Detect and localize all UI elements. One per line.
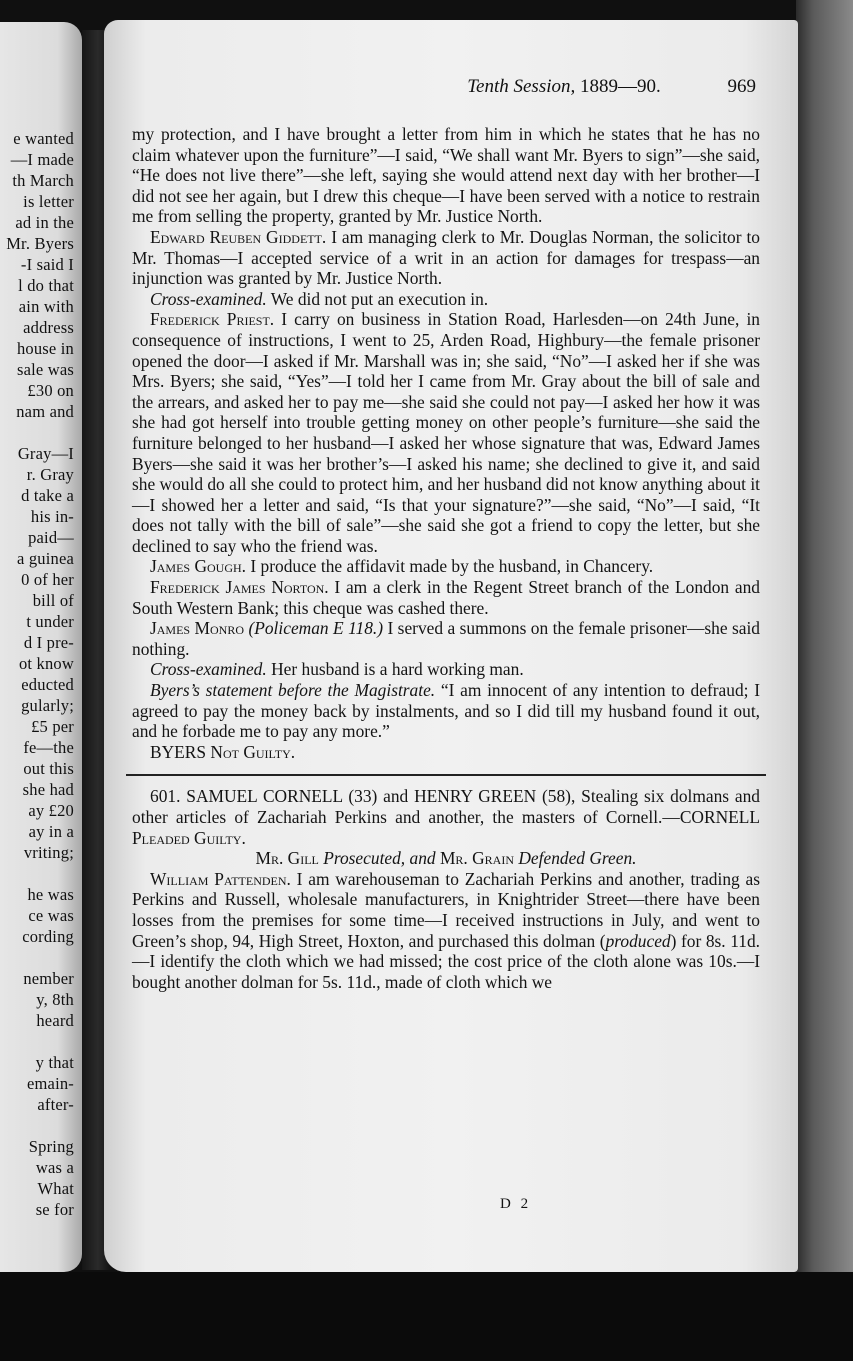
- left-page-line: y, 8th: [36, 990, 74, 1009]
- left-page-line: after-: [37, 1095, 74, 1114]
- left-page-line: ad in the: [15, 213, 74, 232]
- left-page-line: he was: [27, 885, 74, 904]
- cross-examined-label: Cross-examined.: [150, 659, 267, 680]
- left-page-line: nam and: [16, 402, 74, 421]
- left-page-line: 0 of her: [21, 570, 74, 589]
- counsel-defence: Mr. Grain: [439, 848, 515, 869]
- left-page-line: ce was: [28, 906, 74, 925]
- paragraph: [132, 659, 760, 680]
- left-page-line: [6, 947, 74, 968]
- left-page-line: fe—the: [23, 738, 74, 757]
- left-page-line: house in: [16, 339, 74, 358]
- counsel-line: [132, 848, 760, 869]
- witness-name: William Pattenden.: [150, 868, 291, 889]
- left-page-line: r. Gray: [26, 465, 74, 484]
- left-page-line: a guinea: [16, 549, 74, 568]
- scan-bottom-border: [0, 1272, 853, 1361]
- paragraph: [132, 289, 760, 310]
- left-page-line: se for: [35, 1200, 74, 1219]
- left-page-line: d I pre-: [23, 633, 74, 652]
- counsel-prosecution-role: Prosecuted, and: [318, 848, 440, 869]
- left-page-line: educted: [21, 675, 74, 694]
- right-page: [104, 20, 798, 1272]
- running-head: [354, 76, 774, 98]
- left-page-line: she had: [22, 780, 74, 799]
- left-page-line: heard: [36, 1011, 74, 1030]
- paragraph-text: I produce the affidavit made by the husband, in Chancery.: [246, 556, 654, 577]
- verdict: [132, 742, 760, 763]
- paragraph-text: I am a clerk in the Regent Street branch of the London and South Western Bank; this cheque was cashed there.: [132, 577, 760, 618]
- left-page-line: his in-: [30, 507, 74, 526]
- left-page-line: paid—: [28, 528, 74, 547]
- paragraph-text: I served a summons on the female prisoner—she said nothing.: [132, 618, 761, 659]
- left-page-lines: [6, 128, 74, 1220]
- counsel-prosecution: Mr. Gill: [255, 848, 319, 869]
- left-page-line: £5 per: [31, 717, 74, 736]
- left-page-line: Gray—I: [17, 444, 74, 463]
- left-page-line: y that: [35, 1053, 74, 1072]
- paragraph-text: “I am innocent of any intention to defraud; I agreed to pay the money back by instalments, and so I did till my husband found it out, and he forbade me to pay any more.”: [132, 680, 760, 742]
- counsel-defence-role: Defended Green.: [514, 848, 637, 869]
- paragraph: [132, 309, 760, 556]
- left-page-fragment: [0, 22, 82, 1272]
- paragraph: [132, 556, 760, 577]
- paragraph-text: I am warehouseman to Zachariah Perkins and another, trading as Perkins and Russell, wholesale manufacturers, in Knightrider Street—there have been losses from the premises for some time—I received instructions in July, and went to Green’s shop, 94, High Street, Hoxton, and purchased this dolman (: [132, 868, 760, 951]
- left-page-line: What: [37, 1179, 74, 1198]
- verdict-name: BYERS: [150, 741, 207, 762]
- paragraph: [132, 227, 760, 289]
- left-page-line: £30 on: [27, 381, 74, 400]
- case-plea-name: CORNELL: [679, 807, 760, 827]
- left-page-line: ot know: [18, 654, 74, 673]
- paragraph: [132, 618, 760, 659]
- left-page-line: d take a: [21, 486, 74, 505]
- witness-name: James Monro: [150, 618, 245, 639]
- left-page-line: vriting;: [23, 843, 74, 862]
- case-charge: Stealing six dolmans and other articles of Zachariah Perkins and another, the masters of Cornell.—: [132, 786, 760, 827]
- left-page-line: gularly;: [21, 696, 74, 715]
- paragraph-text: We did not put an execution in.: [266, 288, 489, 309]
- left-page-line: bill of: [32, 591, 74, 610]
- witness-name: Edward Reuben Giddett.: [150, 226, 327, 247]
- witness-name: James Gough.: [150, 556, 247, 577]
- left-page-line: ay in a: [28, 822, 74, 841]
- left-page-line: e wanted: [13, 129, 74, 148]
- witness-name: Frederick James Norton.: [150, 577, 329, 598]
- left-page-line: th March: [12, 171, 74, 190]
- case-heading: [132, 786, 760, 848]
- left-page-line: nember: [23, 969, 74, 988]
- case-defendants: 601. SAMUEL CORNELL (33) and HENRY GREEN (58),: [150, 786, 576, 807]
- left-page-line: Spring: [28, 1137, 74, 1156]
- paragraph-text: I am managing clerk to Mr. Douglas Norman, the solicitor to Mr. Thomas—I accepted service of a writ in an action for damages for trespass—an injunction was granted by Mr. Justice North.: [132, 226, 760, 289]
- case-plea: Pleaded Guilty.: [132, 827, 246, 848]
- left-page-line: l do that: [18, 276, 74, 295]
- paragraph-text: I carry on business in Station Road, Harlesden—on 24th June, in consequence of instructions, I went to 25, Arden Road, Highbury—the female prisoner opened the door—I asked if Mr. Marshall was in; she said, “No”—I asked her if she was Mrs. Byers; she said, “Yes”—I told her I came from Mr. Gray about the bill of sale and the arrears, and asked her to pay me—she said she could not pay—I asked her how it was she had got herself into trouble getting money on other people’s furniture—she said the furniture belonged to her husband—I asked her whose signature that was, Edward James Byers—she said it was her brother’s—I asked his name; she declined to give it, and said she would do all she could to protect him, and her husband did not know anything about it—I showed her a letter and said, “Is that your signature?”—she said, “No”—I said, “It does not tally with the bill of sale”—she said she got a friend to copy the letter, but she declined to say who the friend was.: [132, 309, 761, 556]
- paragraph-italic: produced: [605, 930, 671, 951]
- page-body: [132, 124, 760, 992]
- left-page-line: ay £20: [28, 801, 74, 820]
- right-edge-shadow: [796, 0, 853, 1361]
- left-page-line: [6, 1031, 74, 1052]
- left-page-line: is letter: [23, 192, 74, 211]
- verdict-text: Not Guilty.: [206, 741, 296, 762]
- left-page-line: out this: [23, 759, 74, 778]
- running-years: 1889—90.: [580, 76, 661, 97]
- cross-examined-label: Cross-examined.: [150, 288, 267, 309]
- signature-mark: D 2: [500, 1196, 532, 1212]
- left-page-line: emain-: [26, 1074, 74, 1093]
- paragraph: my protection, and I have brought a letter from him in which he states that he has no claim whatever upon the furniture”—I said, “We shall want Mr. Byers to sign”—she said, “He does not live there”—she left, saying she would attend next day with her brother—I did not see her again, but I drew this cheque—I have been served with a notice to restrain me from selling the property, granted by Mr. Justice North.: [132, 124, 760, 227]
- paragraph: [132, 680, 760, 742]
- left-page-line: cording: [22, 927, 74, 946]
- statement-label: Byers’s statement before the Magistrate.: [150, 680, 436, 701]
- witness-role: (Policeman E 118.): [244, 618, 384, 639]
- case-divider: [126, 774, 766, 776]
- left-page-line: —I made: [10, 150, 74, 169]
- left-page-line: [6, 863, 74, 884]
- left-page-line: ain with: [18, 297, 74, 316]
- page-number: 969: [727, 76, 756, 97]
- left-page-line: address: [23, 318, 74, 337]
- left-page-line: [6, 1115, 74, 1136]
- left-page-line: Mr. Byers: [6, 234, 74, 253]
- paragraph: [132, 869, 760, 993]
- paragraph-text-end: ) for 8s. 11d.—I identify the cloth which we had missed; the cost price of the cloth alone was 10s.—I bought another dolman for 5s. 11d., made of cloth which we: [132, 930, 760, 992]
- left-page-line: t under: [26, 612, 74, 631]
- paragraph-text: Her husband is a hard working man.: [266, 659, 524, 680]
- left-page-line: sale was: [16, 360, 74, 379]
- left-page-line: [6, 422, 74, 443]
- left-page-line: -I said I: [20, 255, 74, 274]
- paragraph: [132, 577, 760, 618]
- witness-name: Frederick Priest.: [150, 309, 275, 330]
- left-page-line: was a: [35, 1158, 74, 1177]
- running-title: Tenth Session,: [467, 76, 576, 97]
